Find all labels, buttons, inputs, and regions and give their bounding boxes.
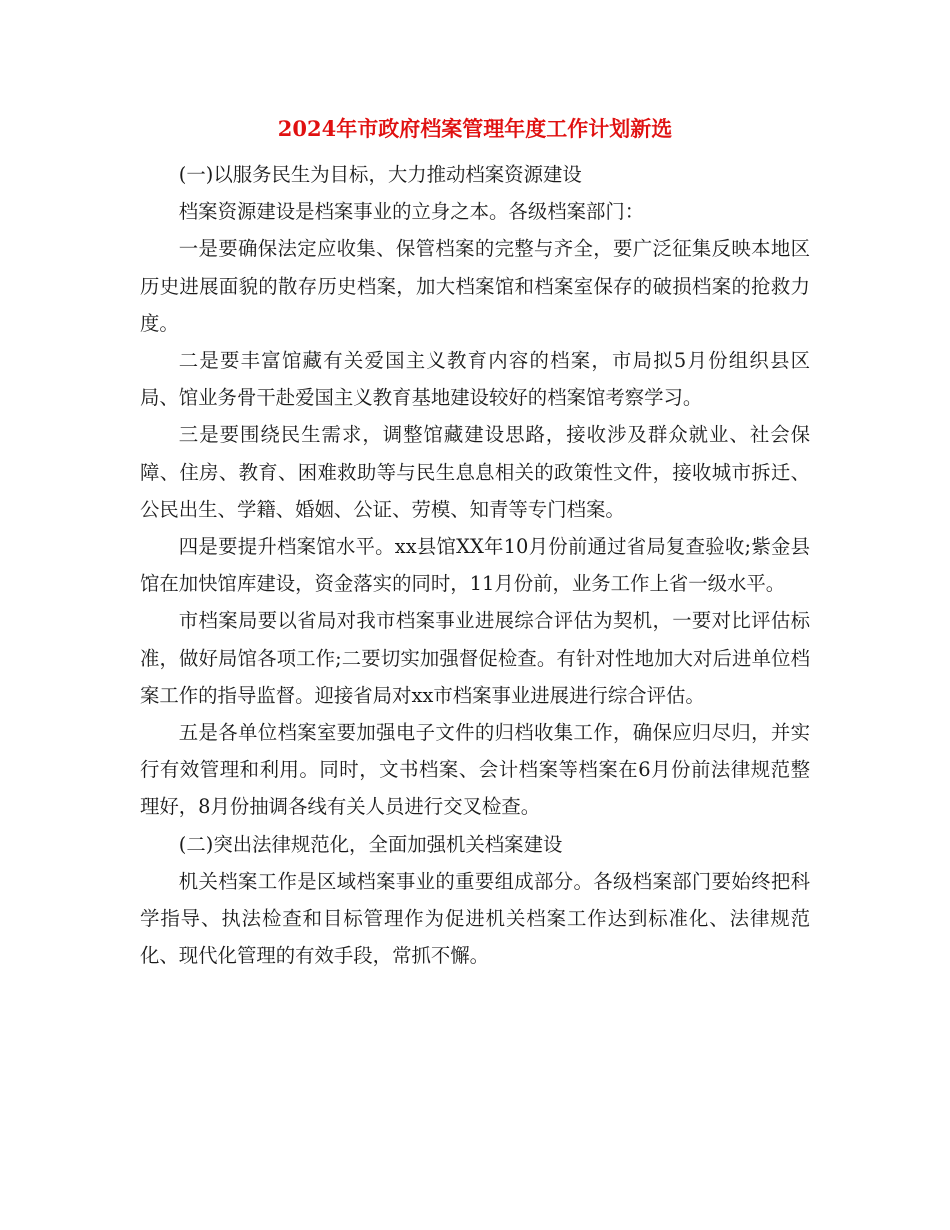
paragraph: 一是要确保法定应收集、保管档案的完整与齐全，要广泛征集反映本地区历史进展面貌的散存历史档案，加大档案馆和档案室保存的破损档案的抢救力度。 [140, 237, 810, 335]
paragraph: 四是要提升档案馆水平。xx县馆XX年10月份前通过省局复查验收;紫金县馆在加快馆库建设，资金落实的同时，11月份前，业务工作上省一级水平。 [140, 535, 810, 596]
paragraph: 档案资源建设是档案事业的立身之本。各级档案部门： [178, 200, 645, 224]
paragraph: 二是要丰富馆藏有关爱国主义教育内容的档案，市局拟5月份组织县区局、馆业务骨干赴爱国主义教育基地建设较好的档案馆考察学习。 [140, 349, 810, 410]
document-title: 2024年市政府档案管理年度工作计划新选 [277, 116, 673, 141]
document-body [140, 156, 810, 974]
paragraph: 三是要围绕民生需求，调整馆藏建设思路，接收涉及群众就业、社会保障、住房、教育、困难救助等与民生息息相关的政策性文件，接收城市拆迁、公民出生、学籍、婚姻、公证、劳模、知青等专门档案。 [140, 423, 810, 521]
paragraph: 五是各单位档案室要加强电子文件的归档收集工作，确保应归尽归，并实行有效管理和利用。同时，文书档案、会计档案等档案在6月份前法律规范整理好，8月份抽调各线有关人员进行交叉检查。 [140, 721, 810, 819]
paragraph: 机关档案工作是区域档案事业的重要组成部分。各级档案部门要始终把科学指导、执法检查和目标管理作为促进机关档案工作达到标准化、法律规范化、现代化管理的有效手段，常抓不懈。 [140, 869, 810, 968]
paragraph: 市档案局要以省局对我市档案事业进展综合评估为契机，一要对比评估标准，做好局馆各项工作;二要切实加强督促检查。有针对性地加大对后进单位档案工作的指导监督。迎接省局对xx市档案事业进展进行综合评估。 [140, 609, 810, 707]
section-heading: (二)突出法律规范化，全面加强机关档案建设 [178, 832, 563, 856]
section-heading: (一)以服务民生为目标，大力推动档案资源建设 [178, 163, 582, 186]
